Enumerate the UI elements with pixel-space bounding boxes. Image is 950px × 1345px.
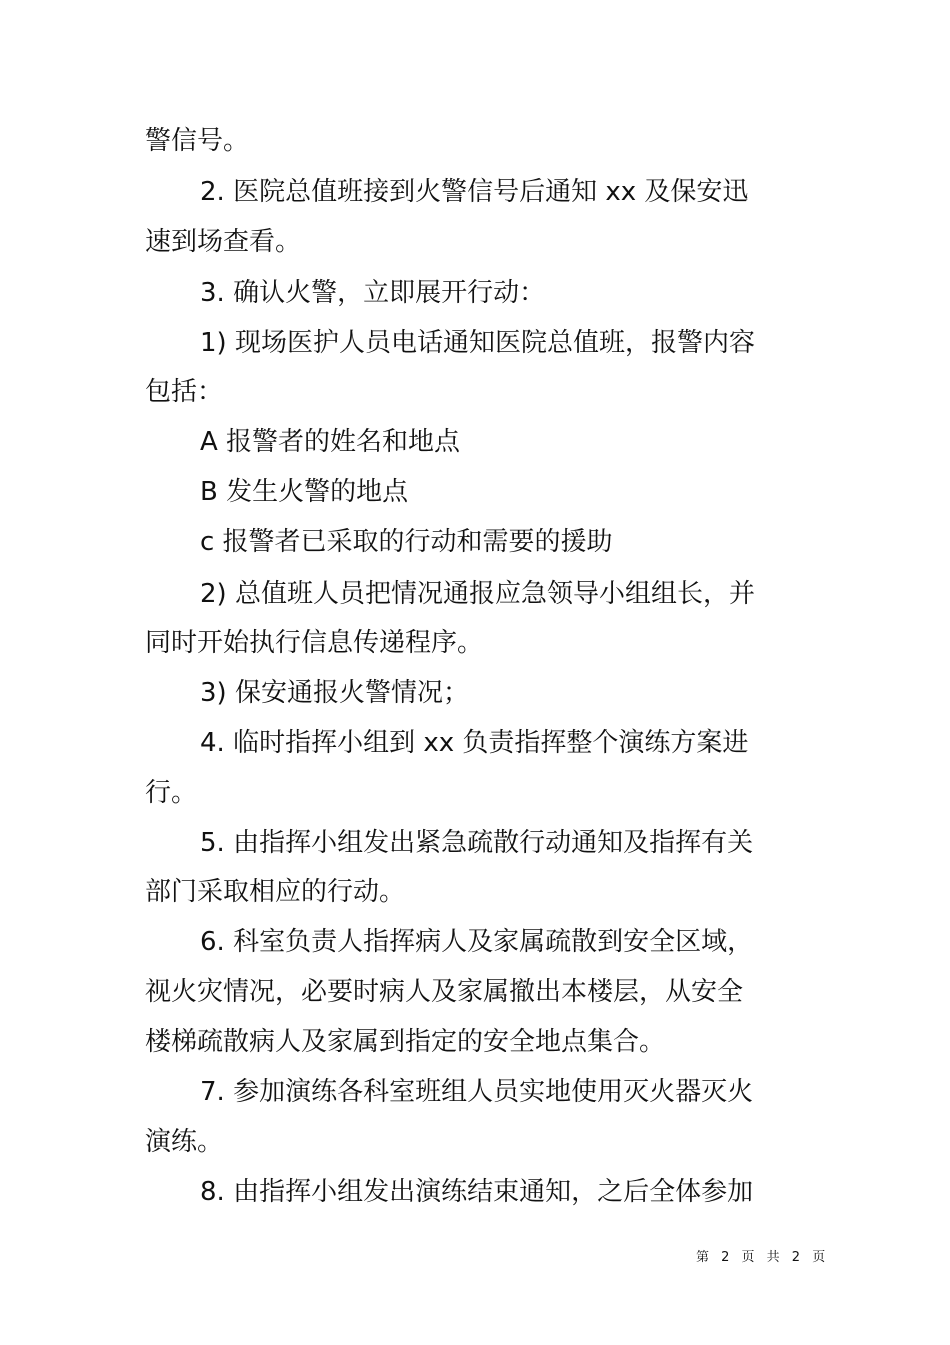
text-line: 部门采取相应的行动。 [145,877,406,907]
text-line: A 报警者的姓名和地点 [200,427,461,457]
text-line: 同时开始执行信息传递程序。 [145,628,484,658]
text-line: 包括： [145,377,224,407]
text-line: 视火灾情况，必要时病人及家属撤出本楼层，从安全 [145,977,744,1007]
text-line: 8. 由指挥小组发出演练结束通知，之后全体参加 [200,1177,754,1207]
text-line: c 报警者已采取的行动和需要的援助 [200,527,613,557]
text-line: 行。 [145,778,198,808]
text-line: 6. 科室负责人指挥病人及家属疏散到安全区域， [200,927,754,957]
text-line: 速到场查看。 [145,227,302,257]
page-number-footer: 第 2 页 共 2 页 [696,1250,830,1265]
text-line: 楼梯疏散病人及家属到指定的安全地点集合。 [145,1027,666,1057]
text-line: 5. 由指挥小组发出紧急疏散行动通知及指挥有关 [200,828,754,858]
text-line: 1) 现场医护人员电话通知医院总值班，报警内容 [200,328,755,358]
text-line: B 发生火警的地点 [200,477,409,507]
text-line: 4. 临时指挥小组到 xx 负责指挥整个演练方案进 [200,728,749,758]
text-line: 演练。 [145,1127,224,1157]
text-line: 3. 确认火警，立即展开行动： [200,278,546,308]
text-line: 警信号。 [145,126,250,156]
text-line: 7. 参加演练各科室班组人员实地使用灭火器灭火 [200,1077,754,1107]
text-line: 3) 保安通报火警情况； [200,678,469,708]
text-line: 2. 医院总值班接到火警信号后通知 xx 及保安迅 [200,177,749,207]
text-line: 2) 总值班人员把情况通报应急领导小组组长，并 [200,579,755,609]
